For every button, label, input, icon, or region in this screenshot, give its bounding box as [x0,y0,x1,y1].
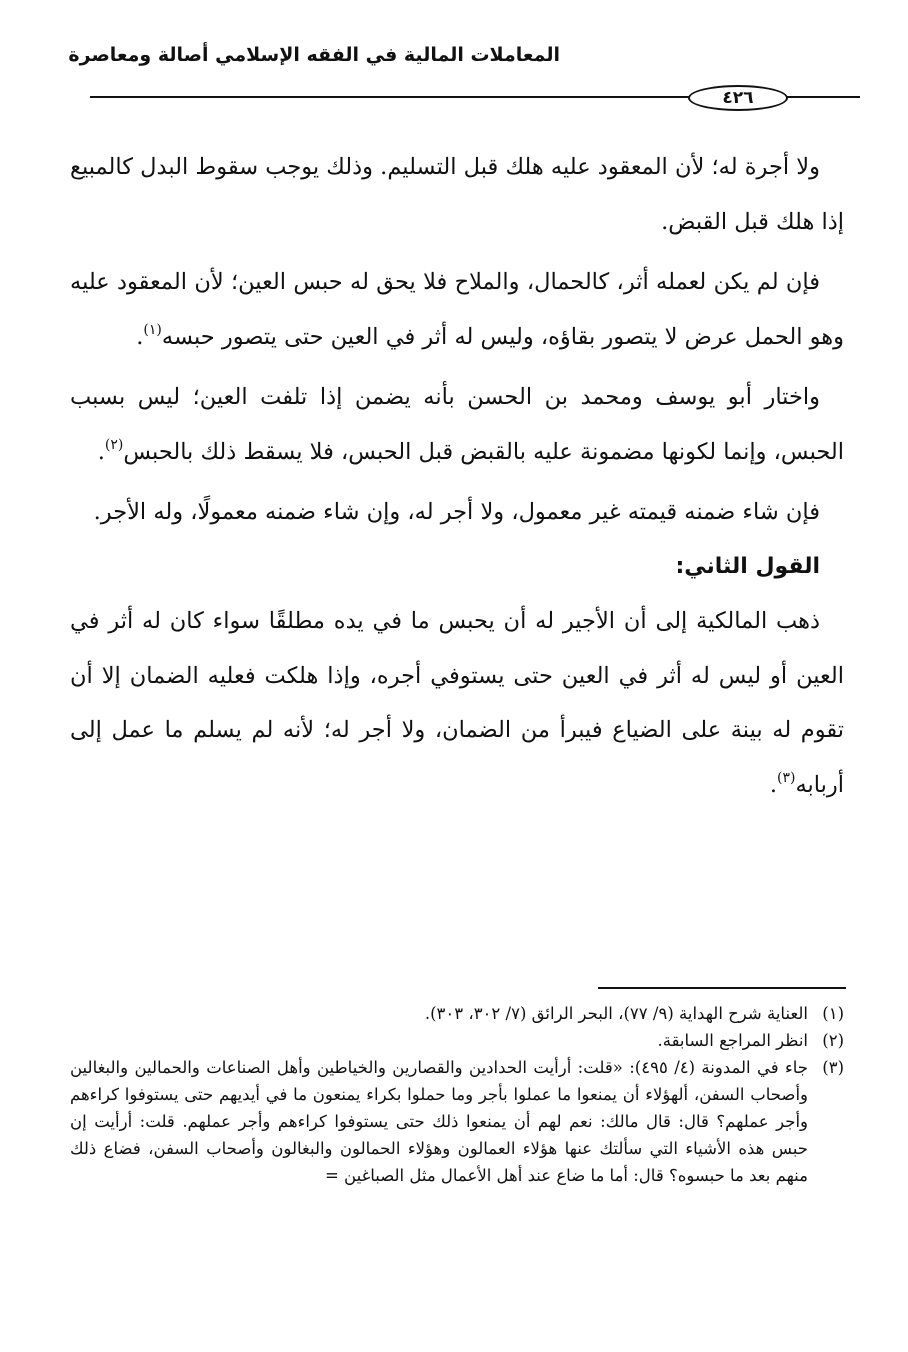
paragraph-3-text: واختار أبو يوسف ومحمد بن الحسن بأنه يضمن إذا تلفت العين؛ ليس بسبب الحبس، وإنما لكونها مضمونة عليه بالقبض قبل الحبس، فلا يسقط ذلك بالحبس [70,384,844,465]
footnote-number: (١) [822,1004,844,1023]
paragraph-2 [70,255,844,364]
paragraph-1: ولا أجرة له؛ لأن المعقود عليه هلك قبل التسليم. وذلك يوجب سقوط البدل كالمبيع إذا هلك قبل القبض. [70,154,844,235]
paragraph-3 [70,370,844,479]
paragraph-5-text: ذهب المالكية إلى أن الأجير له أن يحبس ما في يده مطلقًا سواء كان له أثر في العين أو ليس له أثر في العين حتى يستوفي أجره، وإذا هلكت فعليه الضمان إلا أن تقوم له بينة على الضياع فيبرأ من الضمان، ولا أجر له؛ لأنه لم يسلم ما عمل إلى أربابه [70,608,844,798]
footnote-text: العناية شرح الهداية (٩/ ٧٧)، البحر الرائق (٧/ ٣٠٢، ٣٠٣). [424,1004,808,1023]
paragraph-2-text: فإن لم يكن لعمله أثر، كالحمال، والملاح فلا يحق له حبس العين؛ لأن المعقود عليه وهو الحمل عرض لا يتصور بقاؤه، وليس له أثر في العين حتى يتصور حبسه [70,269,844,350]
footnote-number: (٢) [822,1031,844,1050]
section-heading: القول الثاني: [675,553,820,579]
running-title: المعاملات المالية في الفقه الإسلامي أصالة ومعاصرة [68,44,560,66]
footnote-rule [598,987,846,989]
paragraph-5 [70,594,844,812]
footnote-3 [70,1054,844,1189]
footnote-1 [70,1000,844,1027]
paragraph-5-end: . [769,771,777,798]
paragraph-4: فإن شاء ضمنه قيمته غير معمول، ولا أجر له، وإن شاء ضمنه معمولًا، وله الأجر. [93,499,820,525]
footnote-text: انظر المراجع السابقة. [657,1031,808,1050]
footnote-ref-3: (٣) [776,769,796,786]
footnote-number: (٣) [822,1058,844,1077]
footnote-ref-2: (٢) [104,436,124,453]
footnote-text: جاء في المدونة (٤/ ٤٩٥): «قلت: أرأيت الحدادين والقصارين والخياطين وأهل الصناعات والحمالين والبغالين وأصحاب السفن، ألهؤلاء أن يمنعوا ما عملوا بأجر وما حملوا بكراء يمنعون ما في أيديهم حتى يستوفوا كراءهم وأجر عملهم؟ قال: قال مالك: نعم لهم أن يمنعوا ذلك حتى يستوفوا كراءهم وأجر عملهم. قلت: أرأيت إن حبس هذه الأشياء التي سألتك عنها هؤلاء العمالون وهؤلاء الحمالون والبغالون وأصحاب السفن، فضاع ذلك منهم بعد ما حبسوه؟ قال: أما ما ضاع عند أهل الأعمال مثل الصباغين = [70,1058,808,1185]
paragraph-3-end: . [97,438,105,465]
footnote-2 [70,1027,844,1054]
paragraph-2-end: . [136,323,144,350]
footnotes [70,1000,844,1189]
main-text [70,140,844,812]
page-number: ٤٢٦ [688,85,788,111]
footnote-ref-1: (١) [143,321,162,338]
